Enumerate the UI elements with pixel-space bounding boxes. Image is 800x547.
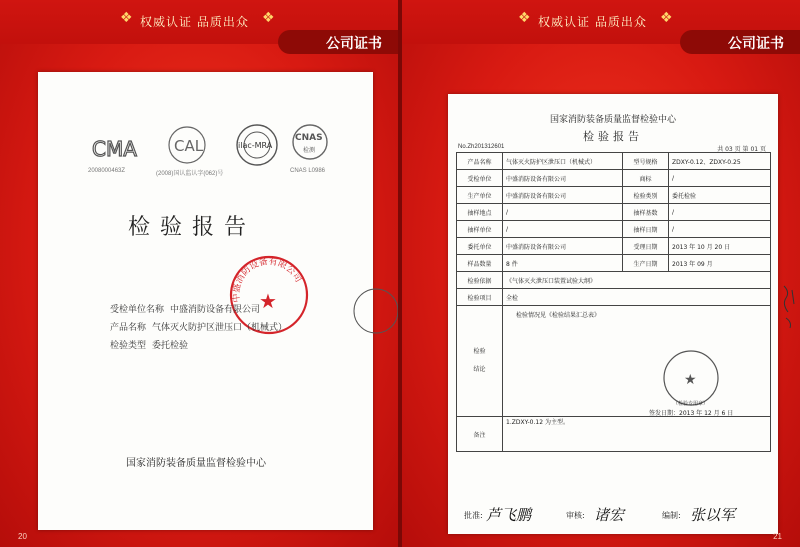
report-detail-sheet xyxy=(448,94,778,534)
report-number: No.Zh201312601 xyxy=(458,144,505,150)
cma-logo-icon xyxy=(90,132,137,164)
cma-caption: 2008000463Z xyxy=(88,168,126,174)
page-count: 共 03 页 第 01 页 xyxy=(717,146,766,153)
table-row: 委托单位 中盛消防设备有限公司 受理日期 2013 年 10 月 20 日 xyxy=(457,238,771,255)
approve-signature: 芦飞鹏 xyxy=(486,506,532,524)
left-page xyxy=(0,0,398,547)
table-row: 检验项目 全检 xyxy=(457,289,771,306)
signature-row xyxy=(448,504,778,528)
edge-stamp-icon xyxy=(344,286,374,336)
cal-logo-icon xyxy=(166,124,208,166)
conclusion-row: 检验结论 检验情况见《检验结果汇总表》 ★ （检验专用章） 签发日期：2013 年 12 月 6 日 xyxy=(457,306,771,417)
table-row: 抽样单位 / 抽样日期 / xyxy=(457,221,771,238)
field-product-name: 产品名称 气体灭火防护区泄压口（机械式） xyxy=(110,323,288,333)
cnas-caption: CNAS L0986 xyxy=(290,168,326,174)
header-slogan: 权威认证 品质出众 xyxy=(538,15,647,29)
compile-signature: 张以军 xyxy=(690,506,736,524)
svg-text:CNAS: CNAS xyxy=(295,133,323,143)
table-row: 检验依据 《气体灭火泄压口装置试验大纲》 xyxy=(457,272,771,289)
field-inspection-type: 检验类型 委托检验 xyxy=(110,341,189,351)
conclusion-text: 检验情况见《检验结果汇总表》 xyxy=(516,312,601,319)
svg-text:CMA: CMA xyxy=(92,137,137,161)
issuer-name: 国家消防装备质量监督检验中心 xyxy=(126,458,266,469)
ornament-icon: ❖ xyxy=(518,10,531,26)
table-row: 抽样地点 / 抽样基数 / xyxy=(457,204,771,221)
page-number: 20 xyxy=(18,532,27,541)
table-row: 产品名称 气体灭火防护区泄压口（机械式） 型号规格 ZDXY-0.12、ZDXY-0.25 xyxy=(457,153,771,170)
svg-text:★: ★ xyxy=(259,289,277,313)
right-page xyxy=(402,0,800,547)
edge-scribble-icon xyxy=(780,282,800,332)
ornament-icon: ❖ xyxy=(660,10,673,26)
review-signature: 诸宏 xyxy=(594,506,625,524)
stamp-caption: （检验专用章） xyxy=(673,401,709,407)
ornament-icon: ❖ xyxy=(262,10,275,26)
sheet-issuer: 国家消防装备质量监督检验中心 xyxy=(549,115,676,125)
svg-text:检测: 检测 xyxy=(303,147,316,154)
ornament-icon: ❖ xyxy=(120,10,133,26)
table-row: 受检单位 中盛消防设备有限公司 商标 / xyxy=(457,170,771,187)
review-label: 审核: xyxy=(566,511,585,520)
table-row: 样品数量 8 件 生产日期 2013 年 09 月 xyxy=(457,255,771,272)
table-row: 生产单位 中盛消防设备有限公司 检验类别 委托检验 xyxy=(457,187,771,204)
field-inspected-unit: 受检单位名称 中盛消防设备有限公司 xyxy=(110,305,261,315)
cnas-logo-icon xyxy=(286,122,334,166)
cert-label: 公司证书 xyxy=(728,36,784,52)
sign-date: 签发日期：2013 年 12 月 6 日 xyxy=(649,410,734,417)
cert-label: 公司证书 xyxy=(326,36,382,52)
inspection-table xyxy=(456,152,771,452)
svg-text:★: ★ xyxy=(684,372,697,388)
svg-text:中盛消防设备有限公司: 中盛消防设备有限公司 xyxy=(231,257,304,303)
svg-text:ilac-MRA: ilac-MRA xyxy=(238,141,273,150)
report-title: 检验报告 xyxy=(128,215,257,240)
report-cover xyxy=(38,72,373,530)
svg-text:CAL: CAL xyxy=(174,137,204,155)
approve-label: 批准: xyxy=(464,511,483,520)
cal-caption: (2008)国认监认字(062)号 xyxy=(156,171,224,177)
compile-label: 编制: xyxy=(662,511,681,520)
header-slogan: 权威认证 品质出众 xyxy=(140,15,249,29)
sheet-title: 检验报告 xyxy=(583,130,643,143)
remark-row: 备注 1.ZDXY-0.12 为主型。 xyxy=(457,417,771,452)
page-number: 21 xyxy=(773,532,782,541)
ilac-mra-logo-icon xyxy=(234,122,280,168)
